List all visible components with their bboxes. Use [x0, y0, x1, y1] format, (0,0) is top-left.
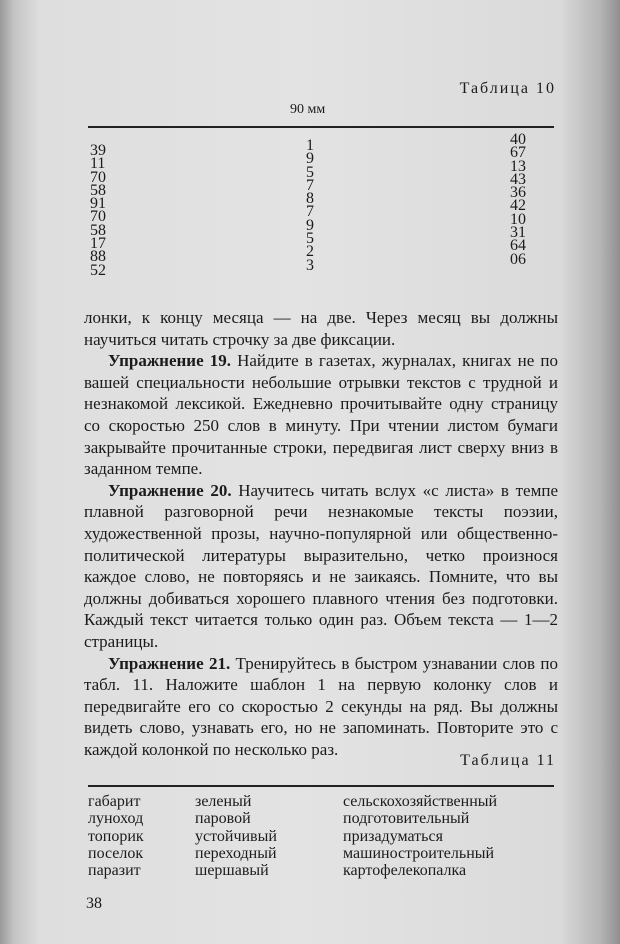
table-10-cell: 67	[510, 144, 526, 162]
table-10-cell: 11	[90, 155, 106, 173]
exercise-21-paragraph	[84, 653, 558, 761]
table-11-cell: переходный	[195, 844, 277, 862]
table-11-cell: паровой	[195, 810, 251, 828]
table-10-cell: 17	[90, 235, 106, 253]
table-10-cell: 64	[510, 237, 526, 255]
table-11-cell: картофелекопалка	[343, 862, 467, 880]
table-10-cell: 58	[90, 221, 106, 239]
table-11-cell: подготовительный	[343, 810, 470, 828]
exercise-21-text: Тренируйтесь в быстром узнавании слов по табл. 11. Наложите шаблон 1 на первую колонку слов и передвигайте его со скоростью 2 секунды на ряд. Вы должны видеть слово, узнавать его, но не запоминать. Повторите это с каждой колонкой по несколько раз.	[84, 653, 558, 759]
table-10-cell: 88	[90, 248, 106, 266]
paragraph-continuation: лонки, к концу месяца — на две. Через месяц вы должны научиться читать строчку за две фиксации.	[84, 308, 558, 349]
table-11-column-3	[343, 793, 497, 879]
table-10-cell: 91	[90, 195, 106, 213]
table-10-cell: 10	[510, 210, 526, 228]
exercise-20-text: Научитесь читать вслух «с листа» в темпе плавной разговорной речи незнакомые тексты поэзии, художественной прозы, научно-популярной или общественно-политической литературы выразительно, четко произнося каждое слово, не повторяясь и не заикаясь. Помните, что вы должны добиваться хорошего плавного чтения без подготовки. Каждый текст читается только один раз. Объем текста — 1—2 страницы.	[84, 480, 559, 651]
table-10-cell: 43	[510, 170, 526, 188]
table-10-cell: 3	[306, 256, 314, 274]
table-10-cell: 39	[90, 142, 106, 159]
exercise-20-paragraph	[84, 480, 558, 653]
table-10-cell: 58	[90, 181, 106, 199]
table-10-cell: 31	[510, 224, 526, 242]
exercise-21-title: Упражнение 21.	[108, 653, 231, 673]
table-10-cell: 5	[306, 163, 314, 181]
table-10-cell: 70	[90, 208, 106, 226]
page-number: 38	[86, 895, 102, 912]
table-10-column-2	[306, 139, 314, 272]
exercise-19-text: Найдите в газетах, журналах, книгах не по вашей специальности небольшие отрывки текстов с трудной и незнакомой лексикой. Ежедневно прочитывайте одну страницу со скоростью 250 слов в минуту. При чтении листом бумаги закрывайте прочитанные строки, передвигая лист сверху вниз в заданном темпе.	[84, 351, 559, 479]
table-10-cell: 5	[306, 230, 314, 248]
table-10-cell: 06	[510, 250, 526, 268]
table-11-cell: призадуматься	[343, 827, 443, 845]
table-11-cell: топорик	[88, 827, 144, 845]
table-11-cell: шершавый	[195, 862, 269, 880]
table-10-rule	[88, 126, 554, 128]
exercise-19-paragraph	[84, 350, 558, 480]
table-10-cell: 13	[510, 157, 526, 175]
table-11-caption: Таблица 11	[460, 752, 556, 769]
table-10-column-1	[90, 144, 106, 277]
exercise-19-title: Упражнение 19.	[108, 351, 231, 371]
table-11-cell: поселок	[88, 844, 144, 862]
table-10-cell: 7	[306, 176, 314, 194]
table-10-cell: 42	[510, 197, 526, 215]
body-text	[84, 307, 558, 760]
table-10-caption: Таблица 10	[459, 80, 556, 97]
table-10-cell: 2	[306, 243, 314, 261]
table-10-cell: 52	[90, 261, 106, 279]
table-10-cell: 7	[306, 203, 314, 221]
table-10-cell: 8	[306, 190, 314, 208]
table-10-cell: 40	[510, 131, 526, 148]
table-10-column-3	[510, 133, 526, 266]
table-10-cell: 36	[510, 184, 526, 202]
table-11-cell: габарит	[88, 793, 141, 810]
table-10-cell: 9	[306, 150, 314, 168]
exercise-20-title: Упражнение 20.	[108, 480, 232, 500]
table-11-cell: сельскохозяйственный	[343, 793, 498, 810]
table-10-width-label: 90 мм	[290, 102, 326, 117]
table-11-cell: зеленый	[195, 793, 252, 810]
table-11-cell: устойчивый	[195, 827, 277, 845]
table-11-cell: машиностроительный	[343, 844, 495, 862]
table-10-cell: 1	[306, 137, 314, 154]
table-11-column-1	[88, 793, 144, 879]
table-11-cell: луноход	[88, 810, 144, 828]
table-10-cell: 70	[90, 168, 106, 186]
table-11-rule	[88, 785, 554, 787]
table-10-cell: 9	[306, 216, 314, 234]
table-11-cell: паразит	[88, 862, 141, 880]
table-11-column-2	[195, 793, 277, 879]
